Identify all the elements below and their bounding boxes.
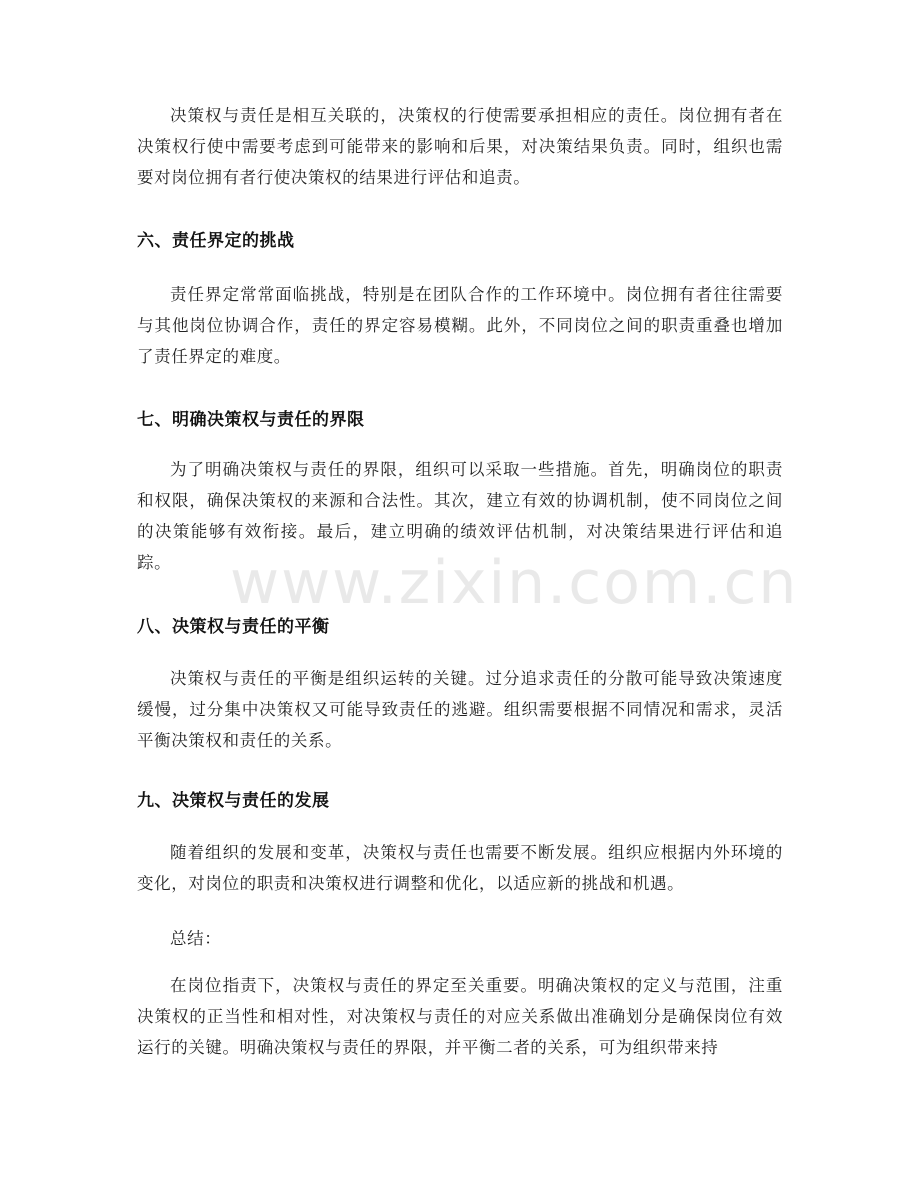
section-paragraph-9: 随着组织的发展和变革，决策权与责任也需要不断发展。组织应根据内外环境的变化，对岗位的职责和决策权进行调整和优化，以适应新的挑战和机遇。 [137, 843, 783, 893]
section-paragraph-6: 责任界定常常面临挑战，特别是在团队合作的工作环境中。岗位拥有者往往需要与其他岗位协调合作，责任的界定容易模糊。此外，不同岗位之间的职责重叠也增加了责任界定的难度。 [137, 285, 783, 366]
section-heading-8: 八、决策权与责任的平衡 [137, 617, 330, 637]
section-paragraph-7: 为了明确决策权与责任的界限，组织可以采取一些措施。首先，明确岗位的职责和权限，确保决策权的来源和合法性。其次，建立有效的协调机制，使不同岗位之间的决策能够有效衔接。最后，建立明确的绩效评估机制，对决策结果进行评估和追踪。 [137, 460, 783, 572]
watermark: www.zixin.com.cn [230, 548, 799, 618]
section-heading-9: 九、决策权与责任的发展 [137, 791, 330, 811]
summary-paragraph: 在岗位指责下，决策权与责任的界定至关重要。明确决策权的定义与范围，注重决策权的正当性和相对性，对决策权与责任的对应关系做出准确划分是确保岗位有效运行的关键。明确决策权与责任的界限，并平衡二者的关系，可为组织带来持 [137, 976, 783, 1057]
section-heading-6: 六、责任界定的挑战 [137, 231, 295, 251]
intro-paragraph: 决策权与责任是相互关联的，决策权的行使需要承担相应的责任。岗位拥有者在决策权行使中需要考虑到可能带来的影响和后果，对决策结果负责。同时，组织也需要对岗位拥有者行使决策权的结果进行评估和追责。 [137, 106, 783, 187]
summary-label: 总结： [170, 929, 222, 948]
section-heading-7: 七、明确决策权与责任的界限 [137, 410, 365, 430]
section-paragraph-8: 决策权与责任的平衡是组织运转的关键。过分追求责任的分散可能导致决策速度缓慢，过分集中决策权又可能导致责任的逃避。组织需要根据不同情况和需求，灵活平衡决策权和责任的关系。 [137, 669, 783, 750]
